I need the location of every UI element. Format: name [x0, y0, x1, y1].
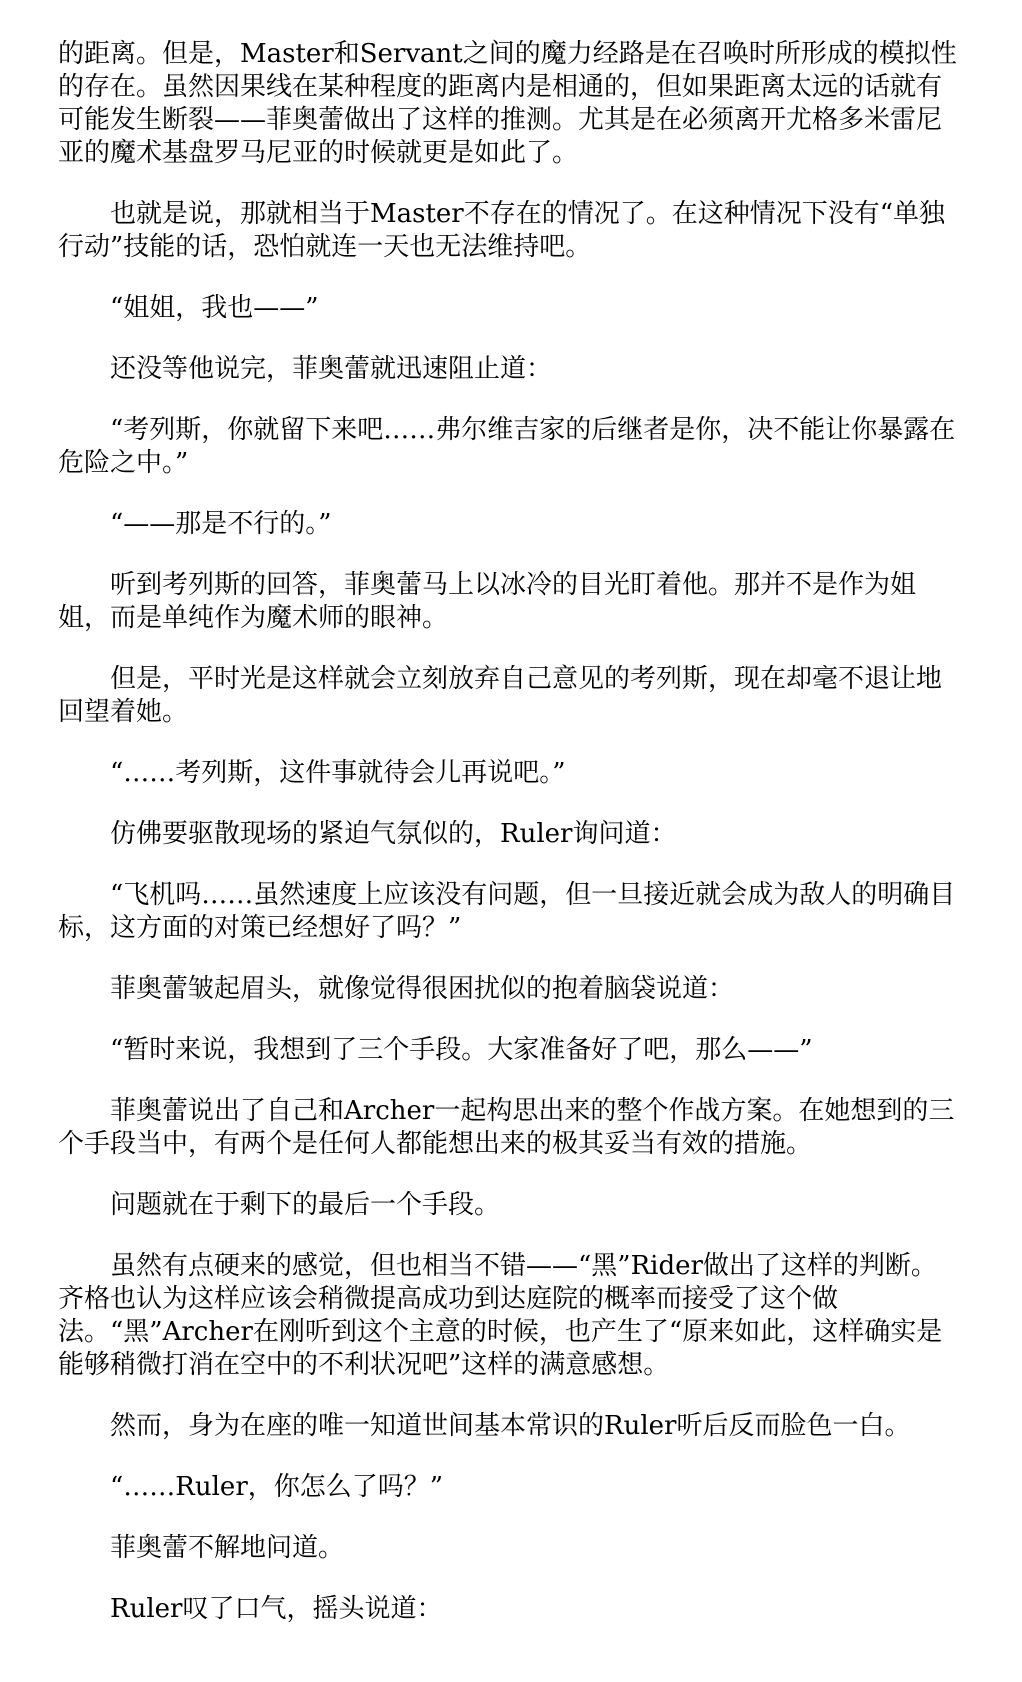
paragraph-2: 也就是说，那就相当于Master不存在的情况了。在这种情况下没有“单独行动”技能的话，恐怕就连一天也无法维持吧。 [58, 199, 946, 262]
paragraph-15: 问题就在于剩下的最后一个手段。 [110, 1190, 501, 1220]
paragraph-16: 虽然有点硬来的感觉，但也相当不错——“黑”Rider做出了这样的判断。齐格也认为这样应该会稍微提高成功到达庭院的概率而接受了这个做法。“黑”Archer在刚听到这个主意的时候，也产生了“原来如此，这样确实是能够稍微打消在空中的不利状况吧”这样的满意感想。 [58, 1251, 943, 1380]
paragraph-10: 仿佛要驱散现场的紧迫气氛似的，Ruler询问道： [110, 819, 677, 849]
paragraph-6: “——那是不行的。” [110, 509, 332, 539]
paragraph-12: 菲奥蕾皱起眉头，就像觉得很困扰似的抱着脑袋说道： [110, 974, 735, 1004]
paragraph-4: 还没等他说完，菲奥蕾就迅速阻止道： [110, 354, 553, 384]
paragraph-5: “考列斯，你就留下来吧……弗尔维吉家的后继者是你，决不能让你暴露在危险之中。” [58, 415, 956, 478]
paragraph-1: 的距离。但是，Master和Servant之间的魔力经路是在召唤时所形成的模拟性的存在。虽然因果线在某种程度的距离内是相通的，但如果距离太远的话就有可能发生断裂——菲奥蕾做出了这样的推测。尤其是在必须离开尤格多米雷尼亚的魔术基盘罗马尼亚的时候就更是如此了。 [58, 39, 957, 168]
paragraph-18: “……Ruler，你怎么了吗？” [110, 1472, 444, 1502]
paragraph-13: “暂时来说，我想到了三个手段。大家准备好了吧，那么——” [110, 1035, 813, 1065]
paragraph-3: “姐姐，我也——” [110, 293, 319, 323]
paragraph-17: 然而，身为在座的唯一知道世间基本常识的Ruler听后反而脸色一白。 [110, 1411, 911, 1441]
paragraph-8: 但是，平时光是这样就会立刻放弃自己意见的考列斯，现在却毫不退让地回望着她。 [58, 664, 943, 727]
paragraph-11: “飞机吗……虽然速度上应该没有问题，但一旦接近就会成为敌人的明确目标，这方面的对策已经想好了吗？” [58, 880, 956, 943]
paragraph-19: 菲奥蕾不解地问道。 [110, 1533, 345, 1563]
paragraph-14: 菲奥蕾说出了自己和Archer一起构思出来的整个作战方案。在她想到的三个手段当中，有两个是任何人都能想出来的极其妥当有效的措施。 [58, 1096, 955, 1159]
paragraph-9: “……考列斯，这件事就待会儿再说吧。” [110, 758, 566, 788]
paragraph-20: Ruler叹了口气，摇头说道： [110, 1594, 443, 1624]
paragraph-7: 听到考列斯的回答，菲奥蕾马上以冰冷的目光盯着他。那并不是作为姐姐，而是单纯作为魔术师的眼神。 [58, 570, 917, 633]
